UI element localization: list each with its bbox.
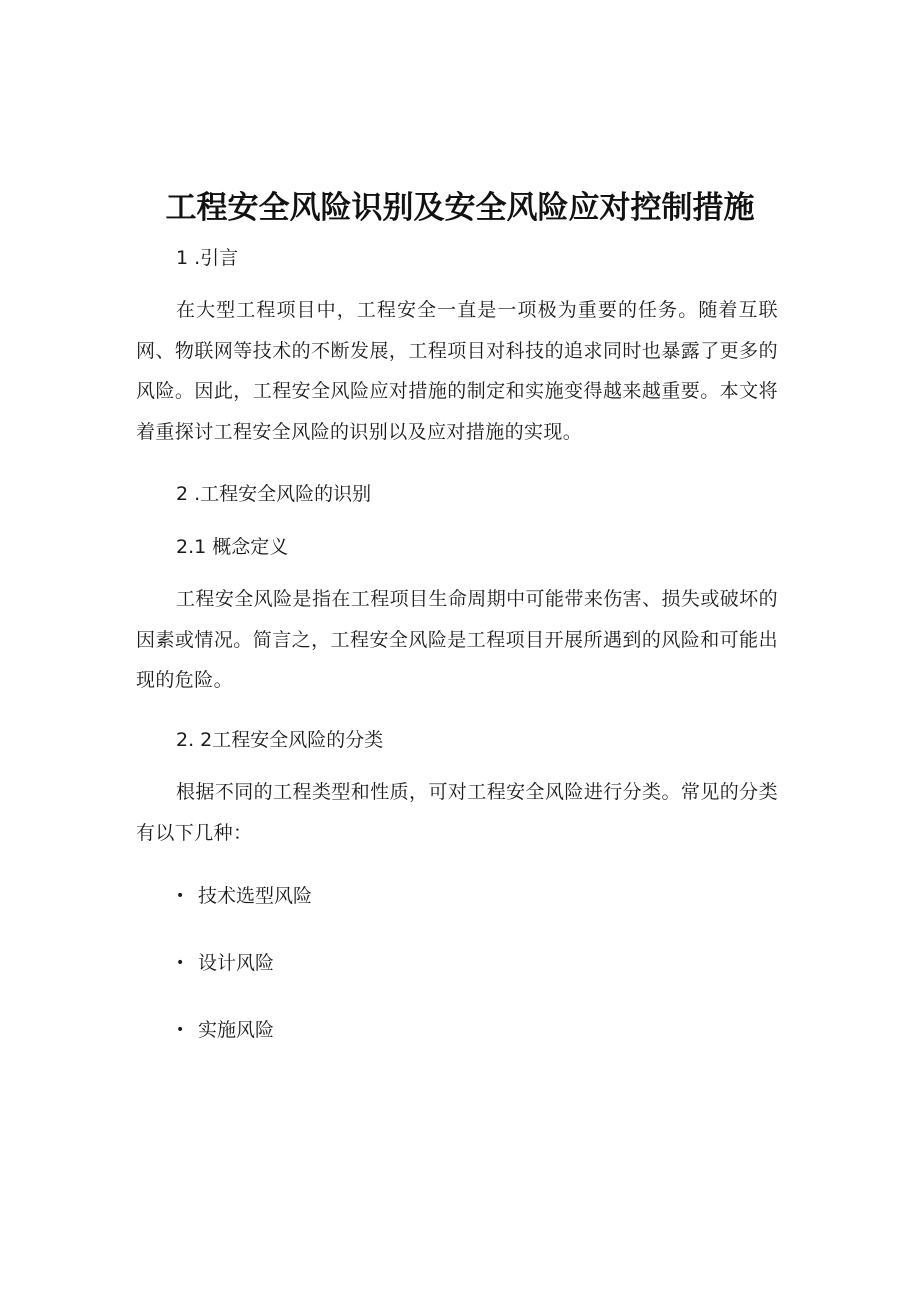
list-item-label: 技术选型风险: [198, 885, 313, 907]
subsection-heading-classification: 2. 2工程安全风险的分类: [176, 729, 384, 751]
section-heading-intro: 1 .引言: [176, 247, 239, 269]
list-item-label: 实施风险: [198, 1019, 275, 1041]
bullet-icon: •: [176, 1022, 185, 1038]
section-heading-identification: 2 .工程安全风险的识别: [176, 483, 372, 505]
list-item: [176, 949, 274, 977]
list-item: [176, 1016, 274, 1044]
bullet-icon: •: [176, 888, 185, 904]
document-title: 工程安全风险识别及安全风险应对控制措施: [165, 190, 755, 226]
list-item-label: 设计风险: [198, 952, 275, 974]
paragraph-definition: 工程安全风险是指在工程项目生命周期中可能带来伤害、损失或破坏的因素或情况。简言之，工程安全风险是工程项目开展所遇到的风险和可能出现的危险。: [136, 588, 778, 691]
paragraph-intro: 在大型工程项目中，工程安全一直是一项极为重要的任务。随着互联网、物联网等技术的不断发展，工程项目对科技的追求同时也暴露了更多的风险。因此，工程安全风险应对措施的制定和实施变得越来越重要。本文将着重探讨工程安全风险的识别以及应对措施的实现。: [136, 299, 778, 443]
list-item: [176, 882, 312, 910]
subsection-heading-definition: 2.1 概念定义: [176, 536, 289, 558]
paragraph-classification: 根据不同的工程类型和性质，可对工程安全风险进行分类。常见的分类有以下几种：: [136, 781, 778, 844]
bullet-icon: •: [176, 955, 185, 971]
